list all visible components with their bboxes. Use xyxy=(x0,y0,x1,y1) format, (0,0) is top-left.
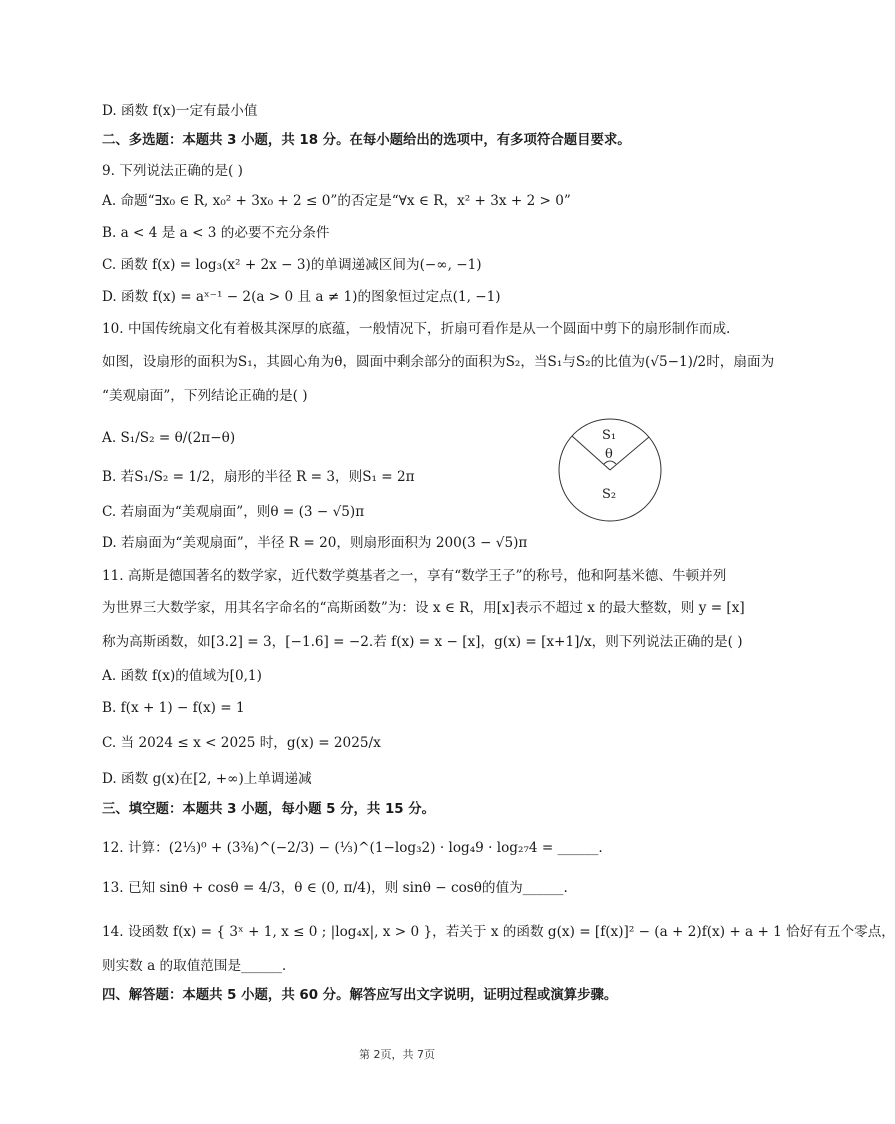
q11-stem-2: 为世界三大数学家，用其名字命名的“高斯函数”为：设 x ∈ R，用[x]表示不超过 x 的最大整数，则 y = [x] xyxy=(102,600,745,616)
q9-stem: 9. 下列说法正确的是( ) xyxy=(102,163,243,179)
label-s1: S₁ xyxy=(602,428,617,443)
q9-option-c: C. 函数 f(x) = log₃(x² + 2x − 3)的单调递减区间为(−∞, −1) xyxy=(102,257,482,273)
q13: 13. 已知 sinθ + cosθ = 4/3，θ ∈ (0, π/4)，则 sinθ − cosθ的值为______. xyxy=(102,880,568,896)
section-fill-blank: 三、填空题：本题共 3 小题，每小题 5 分，共 15 分。 xyxy=(102,802,436,817)
q10-option-b: B. 若S₁/S₂ = 1/2，扇形的半径 R = 3，则S₁ = 2π xyxy=(102,469,415,485)
label-s2: S₂ xyxy=(602,487,617,502)
page-footer: 第 2页，共 7页 xyxy=(359,1048,435,1061)
section-answer: 四、解答题：本题共 5 小题，共 60 分。解答应写出文字说明，证明过程或演算步骤。 xyxy=(102,988,618,1003)
line-d-min: D. 函数 f(x)一定有最小值 xyxy=(102,103,258,119)
q14-line-2: 则实数 a 的取值范围是______. xyxy=(102,958,287,974)
q11-option-d: D. 函数 g(x)在[2, +∞)上单调递减 xyxy=(102,771,312,787)
q11-option-b: B. f(x + 1) − f(x) = 1 xyxy=(102,700,245,716)
q11-stem-3: 称为高斯函数，如[3.2] = 3，[−1.6] = −2.若 f(x) = x − [x]，g(x) = [x+1]/x，则下列说法正确的是( ) xyxy=(102,634,743,650)
q10-stem-2: 如图，设扇形的面积为S₁，其圆心角为θ，圆面中剩余部分的面积为S₂，当S₁与S₂的比值为(√5−1)/2时，扇面为 xyxy=(102,354,775,370)
q10-option-a: A. S₁/S₂ = θ/(2π−θ) xyxy=(102,430,236,446)
q10-option-c: C. 若扇面为“美观扇面”，则θ = (3 − √5)π xyxy=(102,504,365,520)
q11-stem-1: 11. 高斯是德国著名的数学家，近代数学奠基者之一，享有“数学王子”的称号，他和阿基米德、牛顿并列 xyxy=(102,568,727,584)
q9-option-d: D. 函数 f(x) = aˣ⁻¹ − 2(a > 0 且 a ≠ 1)的图象恒过定点(1, −1) xyxy=(102,289,501,305)
q14-line-1: 14. 设函数 f(x) = { 3ˣ + 1, x ≤ 0 ; |log₄x|, x > 0 }，若关于 x 的函数 g(x) = [f(x)]² − (a + 2)f(x) + a + 1 恰好有五个零点， xyxy=(102,924,895,940)
q12: 12. 计算：(2⅓)⁰ + (3⅜)^(−2/3) − (⅓)^(1−log₃2) · log₄9 · log₂₇4 = ______. xyxy=(102,840,603,856)
label-theta: θ xyxy=(605,447,613,462)
q10-stem-1: 10. 中国传统扇文化有着极其深厚的底蕴，一般情况下，折扇可看作是从一个圆面中剪下的扇形制作而成. xyxy=(102,321,731,337)
q11-option-c: C. 当 2024 ≤ x < 2025 时，g(x) = 2025/x xyxy=(102,735,381,751)
q11-option-a: A. 函数 f(x)的值域为[0,1) xyxy=(102,668,262,684)
q9-option-b: B. a < 4 是 a < 3 的必要不充分条件 xyxy=(102,225,330,241)
section-multi-choice: 二、多选题：本题共 3 小题，共 18 分。在每小题给出的选项中，有多项符合题目要求。 xyxy=(102,133,631,148)
q9-option-a: A. 命题“∃x₀ ∈ R, x₀² + 3x₀ + 2 ≤ 0”的否定是“∀x ∈ R，x² + 3x + 2 > 0” xyxy=(102,193,571,209)
q10-option-d: D. 若扇面为“美观扇面”，半径 R = 20，则扇形面积为 200(3 − √5)π xyxy=(102,535,528,551)
fan-circle-figure xyxy=(556,418,666,522)
q10-stem-3: “美观扇面”，下列结论正确的是( ) xyxy=(102,388,308,404)
